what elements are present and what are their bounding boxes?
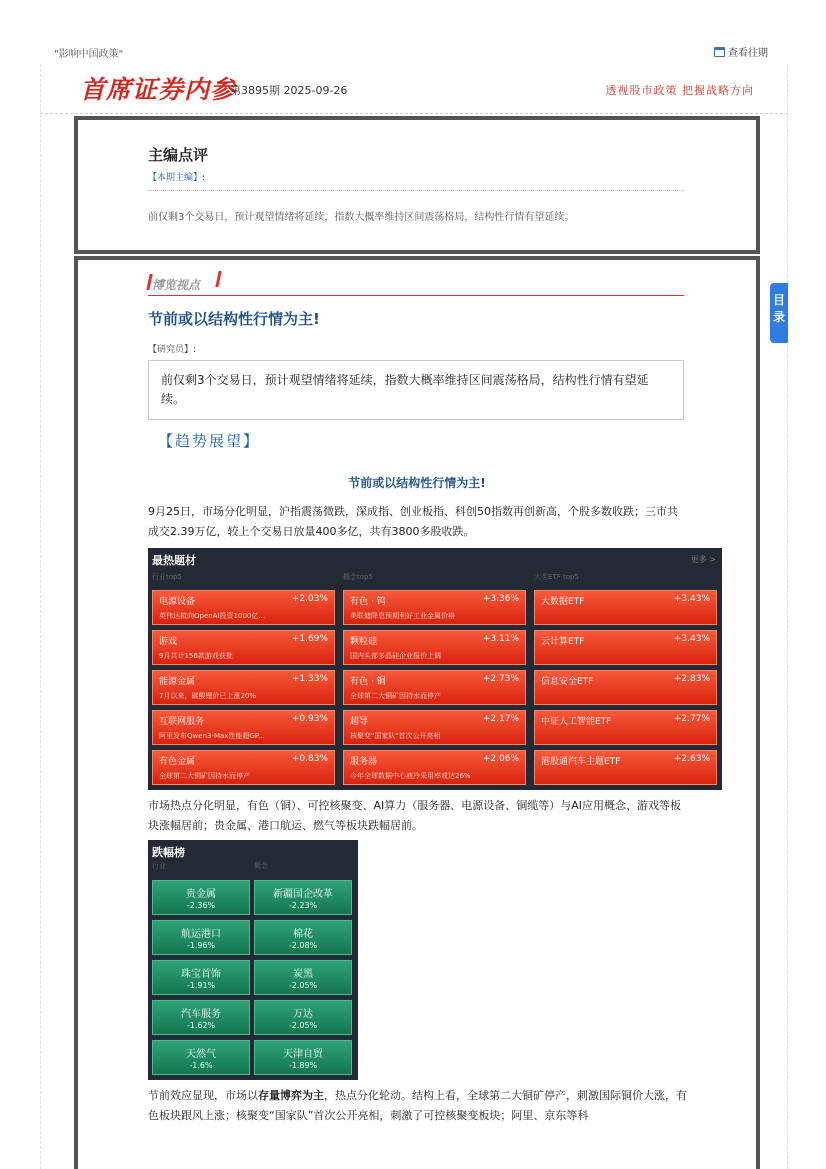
sector-name: 天津自贸 [283, 1049, 323, 1060]
hot-topic-cell[interactable] [534, 630, 717, 665]
loser-cell[interactable] [152, 1040, 250, 1075]
topic-desc: 全球第二大铜矿因持水而停产 [350, 692, 441, 700]
hot-topic-cell[interactable] [534, 590, 717, 625]
sector-change: -1.89% [288, 1061, 318, 1070]
sector-change: -1.62% [186, 1021, 216, 1030]
sector-change: -2.05% [288, 1021, 318, 1030]
column-header: 行业 [152, 862, 166, 870]
loser-cell[interactable] [254, 960, 352, 995]
loser-cell[interactable] [152, 920, 250, 955]
masthead [40, 64, 788, 114]
topic-name: 中证人工智能ETF [541, 717, 612, 727]
paragraph: 9月25日，市场分化明显，沪指震荡微跌，深成指、创业板指、科创50指数再创新高，个股多数收跌；三市共成交2.39万亿，较上个交易日放量400多亿，共有3800多股收跌。 [148, 505, 678, 538]
logo: 首席证券内参 [80, 75, 237, 104]
loser-cell[interactable] [254, 920, 352, 955]
topic-desc: 国内头部多晶硅企业报价上调 [350, 652, 441, 660]
topic-change: +2.06% [482, 754, 519, 764]
loser-cell[interactable] [254, 880, 352, 915]
sector-change: -1.91% [186, 981, 216, 990]
topic-name: 信息安全ETF [541, 677, 594, 687]
topic-change: +2.83% [673, 674, 710, 684]
tagline: "影响中国政策" [54, 49, 124, 60]
loser-cell[interactable] [254, 1040, 352, 1075]
sector-name: 贵金属 [186, 889, 216, 900]
sector-name: 珠宝首饰 [181, 969, 221, 980]
hot-topic-cell[interactable] [152, 630, 335, 665]
summary-box: 前仅剩3个交易日，预计观望情绪将延续，指数大概率维持区间震荡格局，结构性行情有望延续。 [148, 360, 684, 420]
section-mark [215, 271, 221, 287]
column-header: 概念 [254, 862, 268, 870]
paragraph-text: 节前效应显现，市场以 [148, 1089, 258, 1102]
sector-name: 天然气 [186, 1049, 216, 1060]
editor-title: 主编点评 [148, 146, 209, 164]
topic-name: 云计算ETF [541, 637, 585, 647]
topic-change: +0.83% [291, 754, 328, 764]
article-headline: 节前或以结构性行情为主! [148, 310, 320, 328]
topic-desc: 7月以来，碳酸锂价已上涨20% [159, 692, 257, 700]
topic-name: 有色金属 [159, 757, 196, 767]
topic-name: 大数据ETF [541, 597, 585, 607]
hot-topic-cell[interactable] [534, 670, 717, 705]
trend-label: 【趋势展望】 [158, 432, 261, 450]
sector-name: 航运港口 [181, 929, 221, 940]
topic-desc: 英伟达拟向OpenAI投资1000亿... [159, 612, 266, 620]
hot-title: 最热题材 [152, 554, 196, 567]
loser-cell[interactable] [152, 880, 250, 915]
topic-name: 颗粒硅 [350, 637, 378, 647]
sector-change: -2.23% [288, 901, 318, 910]
editor-comment: 前仅剩3个交易日，预计观望情绪将延续，指数大概率维持区间震荡格局，结构性行情有望延续。 [148, 212, 575, 223]
topic-name: 港股通汽车主题ETF [541, 757, 621, 767]
hot-topic-cell[interactable] [343, 710, 526, 745]
topic-desc: 9月共计156款游戏获批 [159, 652, 233, 660]
history-label: 查看往期 [728, 48, 768, 59]
topic-change: +2.63% [673, 754, 710, 764]
topic-desc: 美联储降息预期利好工业金属价格 [350, 612, 455, 620]
topic-name: 超导 [350, 717, 369, 727]
topic-change: +3.11% [482, 634, 519, 644]
paragraph: 市场热点分化明显，有色（铜）、可控核聚变、AI算力（服务器、电源设备、铜缆等）与AI应用概念、游戏等板块涨幅居前；贵金属、港口航运、燃气等板块跌幅居前。 [148, 799, 682, 832]
article-panel [74, 256, 760, 1169]
sector-change: -1.96% [186, 941, 216, 950]
emphasis-text: 存量博弈为主 [258, 1089, 324, 1102]
sector-change: -2.05% [288, 981, 318, 990]
article-title: 节前或以结构性行情为主! [348, 476, 486, 490]
topic-change: +2.77% [673, 714, 710, 724]
sector-name: 炭黑 [293, 969, 313, 980]
hot-topic-cell[interactable] [534, 750, 717, 785]
topic-change: +3.43% [673, 634, 710, 644]
sector-name: 新疆国企改革 [273, 889, 333, 900]
top-bar [0, 0, 826, 60]
sector-change: -2.08% [288, 941, 318, 950]
sector-change: -2.36% [186, 901, 216, 910]
losers-title: 跌幅榜 [152, 846, 185, 859]
paragraph-text: ，热点分化轮动。结构上看，全球第二大铜矿停产，刺激国际铜价大涨，有色板块跟风上涨；核聚变“国家队”首次公开亮相，刺激了可控核聚变板块；阿里、京东等科 [148, 1089, 687, 1122]
topic-change: +0.93% [291, 714, 328, 724]
sector-change: -1.6% [189, 1061, 213, 1070]
loser-cell[interactable] [152, 1000, 250, 1035]
column-header: 行业top5 [152, 573, 182, 581]
slogan: 透视股市政策 把握战略方向 [605, 84, 754, 97]
losers-table [148, 840, 358, 1080]
hot-topic-cell[interactable] [343, 630, 526, 665]
history-link[interactable] [714, 44, 768, 59]
hot-topic-cell[interactable] [343, 590, 526, 625]
editor-label: 【本期主编】: [148, 173, 206, 183]
paragraph [148, 1086, 688, 1126]
topic-change: +3.36% [482, 594, 519, 604]
topic-change: +1.69% [291, 634, 328, 644]
hot-topics-table [148, 548, 722, 790]
hot-topic-cell[interactable] [152, 590, 335, 625]
toc-tab[interactable]: 目录 [770, 283, 788, 343]
column-header: 概念top5 [343, 573, 373, 581]
loser-cell[interactable] [254, 1000, 352, 1035]
column-header: 大类ETF top5 [534, 573, 579, 581]
issue-info: 第3895期 2025-09-26 [230, 84, 348, 97]
topic-desc: 核聚变"国家队"首次公开亮相 [350, 732, 441, 740]
topic-name: 能源金属 [159, 677, 196, 687]
editor-panel [74, 116, 760, 254]
topic-change: +2.03% [291, 594, 328, 604]
topic-change: +1.33% [291, 674, 328, 684]
researcher-label: 【研究员】: [148, 345, 197, 355]
topic-change: +2.73% [482, 674, 519, 684]
sector-name: 万达 [293, 1009, 313, 1020]
topic-desc: 全球第二大铜矿因持水而停产 [159, 772, 250, 780]
hot-topic-cell[interactable] [343, 670, 526, 705]
calendar-icon [714, 47, 725, 57]
sector-name: 棉花 [293, 929, 313, 940]
section-header [148, 270, 684, 296]
topic-desc: 阿里发布Qwen3-Max性能超GP... [159, 732, 265, 740]
section-label: 博览视点 [152, 278, 201, 292]
more-link[interactable]: 更多 > [690, 555, 716, 564]
hot-topic-cell[interactable] [343, 750, 526, 785]
hot-topic-cell[interactable] [152, 670, 335, 705]
divider [148, 190, 684, 191]
hot-topic-cell[interactable] [152, 750, 335, 785]
topic-desc: 今年全球数据中心液冷采用率或达26% [350, 772, 471, 780]
topic-name: 有色 · 钨 [350, 597, 386, 607]
topic-change: +2.17% [482, 714, 519, 724]
sector-name: 汽车服务 [181, 1009, 221, 1020]
topic-change: +3.43% [673, 594, 710, 604]
topic-name: 互联网服务 [159, 717, 205, 727]
topic-name: 服务器 [350, 757, 378, 767]
hot-topic-cell[interactable] [534, 710, 717, 745]
topic-name: 电源设备 [159, 597, 196, 607]
hot-topic-cell[interactable] [152, 710, 335, 745]
loser-cell[interactable] [152, 960, 250, 995]
topic-name: 游戏 [159, 637, 178, 647]
topic-name: 有色 · 铜 [350, 677, 386, 687]
